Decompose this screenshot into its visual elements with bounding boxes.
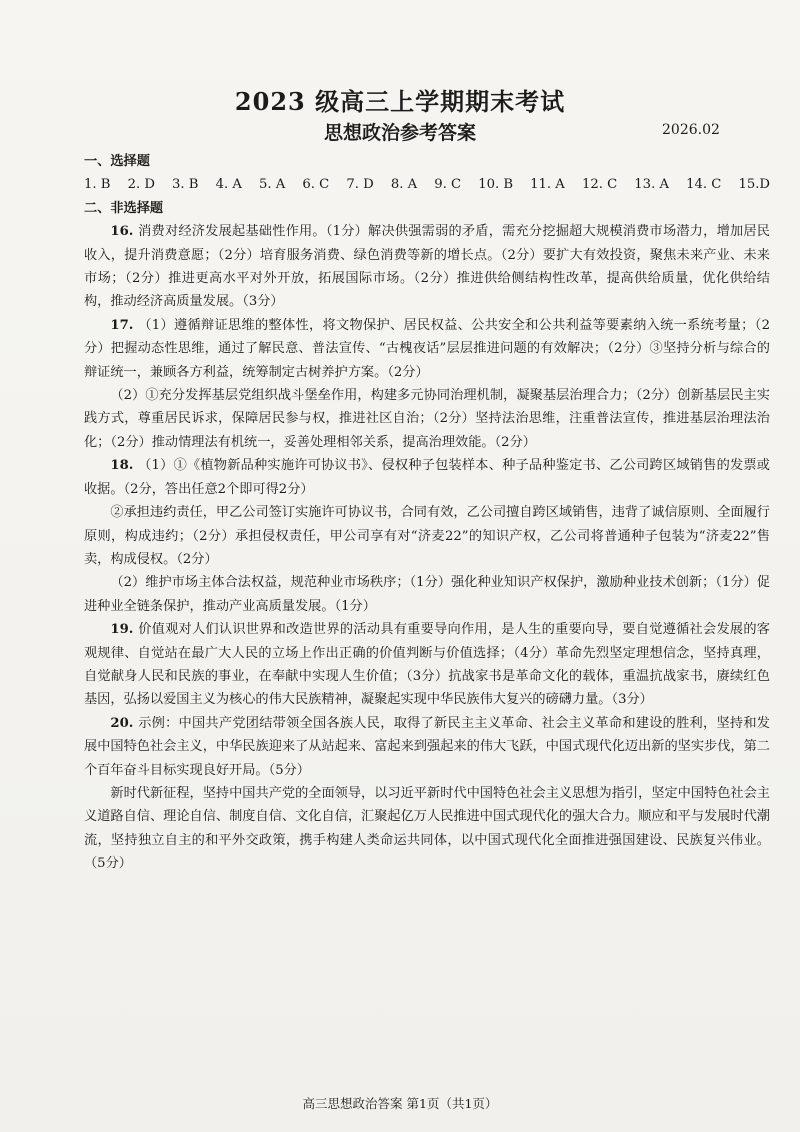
question-number: 17. <box>110 317 139 333</box>
question-number: 20. <box>110 715 139 731</box>
choice-answer: 12. C <box>581 177 618 193</box>
answer-17-2: （2）①充分发挥基层党组织战斗堡垒作用，构建多元协同治理机制，凝聚基层治理合力；（2分）创新基层民主实践方式，尊重居民诉求，保障居民参与权，推进社区自治；（2分）坚持法治思维，注重普法宣传，推进基层治理法治化；（2分）推动情理法有机统一，妥善处理相邻关系，提高治理效能。（2分） <box>84 388 770 450</box>
choice-answer: 14. C <box>686 177 722 193</box>
answer-text: 示例：中国共产党团结带领全国各族人民，取得了新民主主义革命、社会主义革命和建设的胜利，坚持和发展中国特色社会主义，中华民族迎来了从站起来、富起来到强起来的伟大飞跃，中国式现代化迈出新的坚实步伐，第二个百年奋斗目标实现良好开局。（5分） <box>84 715 770 778</box>
choice-answer: 2. D <box>127 177 155 193</box>
choice-answer: 8. A <box>390 177 418 193</box>
answer-text: 消费对经济发展起基础性作用。（1分）解决供强需弱的矛盾，需充分挖掘超大规模消费市场潜力，增加居民收入，提升消费意愿；（2分）培育服务消费、绿色消费等新的增长点。（2分）要扩大有效投资，聚焦未来产业、未来市场；（2分）推进更高水平对外开放，拓展国际市场。（2分）推进供给侧结构性改革，提高供给质量，优化供给结构，推动经济高质量发展。（3分） <box>84 224 770 310</box>
exam-date: 2026.02 <box>662 122 720 138</box>
answer-19 <box>84 618 770 712</box>
choice-answer: 11. A <box>530 177 565 193</box>
answer-content <box>84 150 770 876</box>
answer-18-1b: ②承担违约责任，甲乙公司签订实施许可协议书，合同有效，乙公司擅自跨区域销售，违背了诚信原则、全面履行原则，构成违约；（2分）承担侵权责任，甲公司享有对“济麦22”的知识产权，乙公司将普通种子包装为“济麦22”售卖，构成侵权。（2分） <box>84 505 770 567</box>
choice-answer: 9. C <box>434 177 462 193</box>
answer-text: （1）遵循辩证思维的整体性，将文物保护、居民权益、公共安全和公共利益等要素纳入统一系统考量；（2分）把握动态性思维，通过了解民意、普法宣传、“古槐夜话”层层推进问题的有效解决；（2分）③坚持分析与综合的辩证统一，兼顾各方利益，统筹制定古树养护方案。（2分） <box>84 317 770 380</box>
question-number: 18. <box>110 458 139 474</box>
choice-answer: 15.D <box>738 177 770 193</box>
answer-20-1 <box>84 712 770 782</box>
choice-answers-row <box>84 173 770 196</box>
choice-answer: 13. A <box>634 177 669 193</box>
answer-20-2: 新时代新征程，坚持中国共产党的全面领导，以习近平新时代中国特色社会主义思想为指引，坚定中国特色社会主义道路自信、理论自信、制度自信、文化自信，汇聚起亿万人民推进中国式现代化的强大合力。顺应和平与发展时代潮流，坚持独立自主的和平外交政策，携手构建人类命运共同体，以中国式现代化全面推进强国建设、民族复兴伟业。（5分） <box>84 785 770 872</box>
answer-17-1 <box>84 314 770 384</box>
choice-answer: 6. C <box>302 177 330 193</box>
choice-answer: 5. A <box>258 177 286 193</box>
answer-16 <box>84 220 770 314</box>
choice-answer: 7. D <box>346 177 374 193</box>
answer-text: （1）①《植物新品种实施许可协议书》、侵权种子包装样本、种子品种鉴定书、乙公司跨区域销售的发票或收据。（2分，答出任意2个即可得2分） <box>84 458 770 497</box>
page-footer: 高三思想政治答案 第1页（共1页） <box>302 1096 498 1111</box>
answer-18-1 <box>84 454 770 501</box>
section-heading-choice: 一、选择题 <box>84 154 150 169</box>
answer-subtitle: 思想政治参考答案 <box>323 122 476 144</box>
choice-answer: 4. A <box>215 177 242 193</box>
choice-answer: 1. B <box>84 177 111 193</box>
section-heading-nonchoice: 二、非选择题 <box>84 200 164 216</box>
answer-text: 价值观对人们认识世界和改造世界的活动具有重要导向作用，是人生的重要向导，要自觉遵循社会发展的客观规律、自觉站在最广大人民的立场上作出正确的价值判断与价值选择；（4分）革命先烈坚定理想信念，坚持真理，自觉献身人民和民族的事业，在奉献中实现人生价值；（3分）抗战家书是革命文化的载体，重温抗战家书，赓续红色基因，弘扬以爱国主义为核心的伟大民族精神，凝聚起实现中华民族伟大复兴的磅礴力量。（3分） <box>84 622 770 708</box>
exam-title: 2023 级高三上学期期末考试 <box>234 87 566 116</box>
choice-answer: 10. B <box>478 177 514 193</box>
question-number: 19. <box>110 622 139 638</box>
question-number: 16. <box>110 224 139 240</box>
answer-18-2: （2）维护市场主体合法权益，规范种业市场秩序；（1分）强化种业知识产权保护，激励种业技术创新；（1分）促进种业全链条保护，推动产业高质量发展。（1分） <box>84 575 770 614</box>
choice-answer: 3. B <box>172 177 199 193</box>
